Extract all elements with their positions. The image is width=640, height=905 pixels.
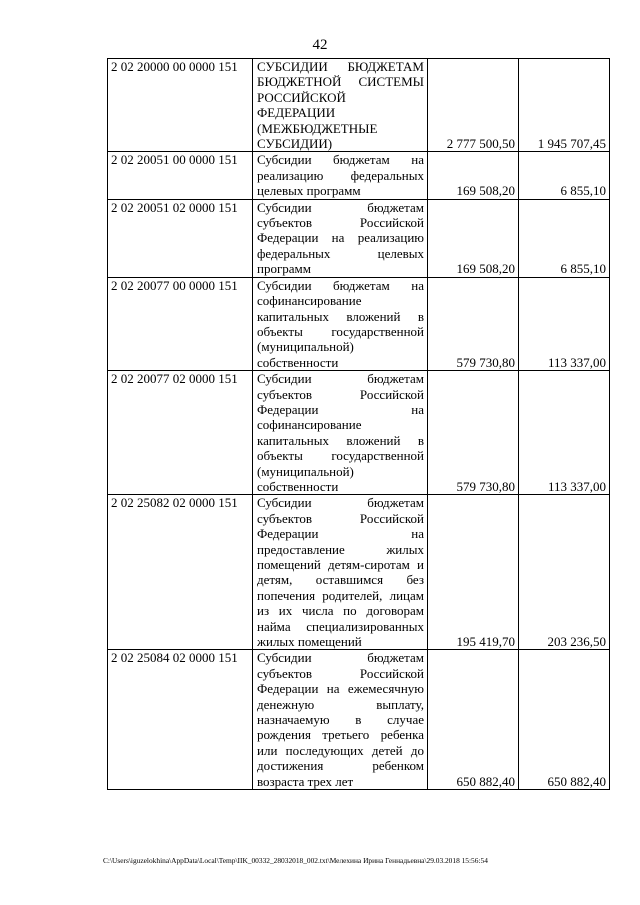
income-name: Субсидии бюджетам субъектов Российской Федерации на ежемесячную денежную выплату, назначаемую в случае рождения третьего ребенка или последующих детей до достижения ребенком возраста трех лет xyxy=(253,650,428,790)
income-name: Субсидии бюджетам субъектов Российской Федерации на реализацию федеральных целевых программ xyxy=(253,199,428,277)
budget-code: 2 02 20000 00 0000 151 xyxy=(108,59,253,152)
income-name: Субсидии бюджетам на реализацию федеральных целевых программ xyxy=(253,152,428,199)
table-row xyxy=(108,495,610,650)
table-row xyxy=(108,650,610,790)
amount-col-1: 579 730,80 xyxy=(428,277,519,370)
income-name: Субсидии бюджетам субъектов Российской Федерации на предоставление жилых помещений детям-сиротам и детям, оставшимся без попечения родителей, лицам из их числа по договорам найма специализированных жилых помещений xyxy=(253,495,428,650)
table-row xyxy=(108,152,610,199)
amount-col-2: 113 337,00 xyxy=(519,371,610,495)
amount-col-2: 6 855,10 xyxy=(519,152,610,199)
amount-col-2: 113 337,00 xyxy=(519,277,610,370)
table-row xyxy=(108,277,610,370)
budget-code: 2 02 20077 00 0000 151 xyxy=(108,277,253,370)
amount-col-1: 169 508,20 xyxy=(428,152,519,199)
table-row xyxy=(108,199,610,277)
amount-col-2: 1 945 707,45 xyxy=(519,59,610,152)
table-row xyxy=(108,371,610,495)
table-row xyxy=(108,59,610,152)
amount-col-1: 195 419,70 xyxy=(428,495,519,650)
income-name: СУБСИДИИ БЮДЖЕТАМ БЮДЖЕТНОЙ СИСТЕМЫ РОССИЙСКОЙ ФЕДЕРАЦИИ (МЕЖБЮДЖЕТНЫЕ СУБСИДИИ) xyxy=(253,59,428,152)
amount-col-1: 579 730,80 xyxy=(428,371,519,495)
amount-col-1: 650 882,40 xyxy=(428,650,519,790)
budget-code: 2 02 20077 02 0000 151 xyxy=(108,371,253,495)
budget-code: 2 02 25082 02 0000 151 xyxy=(108,495,253,650)
amount-col-1: 169 508,20 xyxy=(428,199,519,277)
income-name: Субсидии бюджетам субъектов Российской Федерации на софинансирование капитальных вложений в объекты государственной (муниципальной) собственности xyxy=(253,371,428,495)
amount-col-2: 6 855,10 xyxy=(519,199,610,277)
income-name: Субсидии бюджетам на софинансирование капитальных вложений в объекты государственной (муниципальной) собственности xyxy=(253,277,428,370)
budget-code: 2 02 20051 02 0000 151 xyxy=(108,199,253,277)
document-footer-path: C:\Users\iguzelokhina\AppData\Local\Temp\IIK_00332_28032018_002.txt\Мелехина Ирина Геннадьевна\29.03.2018 15:56:54 xyxy=(103,856,488,865)
amount-col-2: 203 236,50 xyxy=(519,495,610,650)
page-number: 42 xyxy=(312,37,328,53)
amount-col-1: 2 777 500,50 xyxy=(428,59,519,152)
budget-code: 2 02 20051 00 0000 151 xyxy=(108,152,253,199)
amount-col-2: 650 882,40 xyxy=(519,650,610,790)
budget-code: 2 02 25084 02 0000 151 xyxy=(108,650,253,790)
budget-table xyxy=(107,58,610,790)
